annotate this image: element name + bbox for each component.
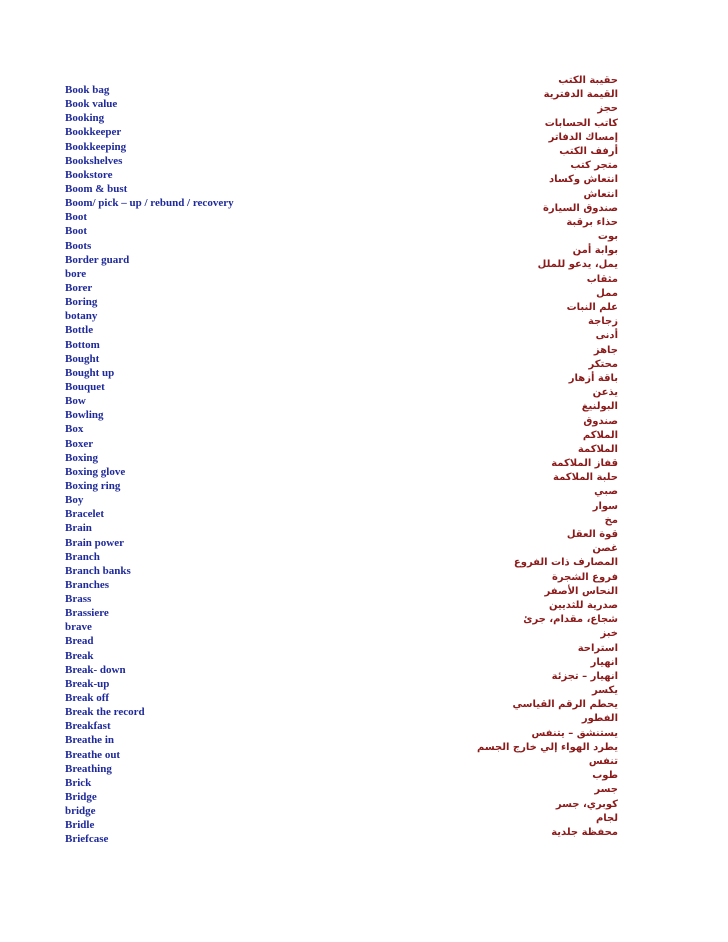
arabic-term: غصن xyxy=(592,543,618,555)
arabic-term: حذاء برقبة xyxy=(566,216,618,228)
english-term: Break-up xyxy=(65,677,110,690)
arabic-term: الملاكم xyxy=(582,429,618,441)
english-term: Bookshelves xyxy=(65,154,123,167)
english-term: Bow xyxy=(65,395,86,408)
english-term: Boot xyxy=(65,225,87,238)
arabic-term: ممل xyxy=(596,287,618,299)
arabic-term: زجاجة xyxy=(588,316,618,328)
english-term: Bought up xyxy=(65,366,115,379)
arabic-term: حلبة الملاكمة xyxy=(553,472,618,484)
arabic-term: صندوق xyxy=(583,415,618,427)
english-term: Break- down xyxy=(65,663,126,676)
english-term: Bookkeeping xyxy=(65,140,127,153)
arabic-term: انهيار – تجزئة xyxy=(551,670,618,682)
arabic-term: استراحة xyxy=(577,642,618,654)
arabic-term: حقيبة الكتب xyxy=(558,75,618,86)
english-term: Bracelet xyxy=(65,508,105,521)
english-term: Bridle xyxy=(65,819,95,832)
arabic-term: محتكر xyxy=(588,358,618,370)
english-term: Branch xyxy=(65,550,100,563)
english-term: bore xyxy=(65,267,87,280)
arabic-term: بوت xyxy=(597,231,618,243)
english-term: Breathe in xyxy=(65,734,114,747)
arabic-term: الفطور xyxy=(581,713,618,725)
arabic-terms-column xyxy=(288,74,618,840)
english-term: Box xyxy=(65,423,84,436)
english-term: Book bag xyxy=(65,84,110,96)
arabic-term: قوة العقل xyxy=(566,529,618,540)
arabic-term: فروع الشجرة xyxy=(552,571,618,583)
arabic-term: أرفف الكتب xyxy=(559,145,618,157)
arabic-term: المصارف ذات الفروع xyxy=(513,557,618,569)
arabic-term: كاتب الحسابات xyxy=(544,117,618,129)
english-term: Bookstore xyxy=(65,168,113,181)
english-term: Brain power xyxy=(65,536,124,549)
arabic-term: انتعاش وكساد xyxy=(548,174,618,186)
english-term: Booking xyxy=(65,112,105,125)
arabic-term: مثقاب xyxy=(586,273,618,285)
english-term: Boom & bust xyxy=(65,182,128,195)
english-term: Brain xyxy=(65,522,92,535)
english-term: Boots xyxy=(65,239,92,252)
english-term: Break the record xyxy=(65,706,145,719)
english-term: Bought xyxy=(65,352,100,365)
english-term: Boy xyxy=(65,494,84,507)
arabic-term: صندوق السيارة xyxy=(542,202,618,214)
english-term: Break off xyxy=(65,692,110,705)
english-term: Boxing xyxy=(65,451,99,464)
arabic-term: يكسر xyxy=(592,685,618,697)
arabic-term: الملاكمة xyxy=(577,443,618,455)
english-term: bridge xyxy=(65,805,96,818)
arabic-term: يمل، يدعو للملل xyxy=(537,259,618,271)
arabic-term: متجر كتب xyxy=(570,160,618,172)
english-term: Boxer xyxy=(65,437,94,450)
english-term: Brick xyxy=(65,776,92,789)
arabic-term: كوبري، جسر xyxy=(555,798,618,810)
english-term: Brassiere xyxy=(65,607,109,620)
english-term: Borer xyxy=(65,281,93,294)
english-term: Boot xyxy=(65,211,87,224)
arabic-term: أدنى xyxy=(595,330,618,342)
arabic-term: صبي xyxy=(594,486,618,498)
arabic-term: صدرية للثديين xyxy=(548,599,618,611)
arabic-term: شجاع، مقدام، جرئ xyxy=(523,614,618,626)
arabic-term: يحطم الرقم القياسي xyxy=(512,699,618,711)
english-term: Bowling xyxy=(65,409,104,422)
arabic-term: حجز xyxy=(597,103,618,115)
english-term: Bread xyxy=(65,635,94,648)
arabic-term: سوار xyxy=(592,500,618,512)
arabic-term: جسر xyxy=(594,784,618,796)
arabic-term: بوابة أمن xyxy=(572,245,618,257)
english-term: Bookkeeper xyxy=(65,126,122,139)
arabic-term: النحاس الأصفر xyxy=(544,585,618,597)
arabic-term: مخ xyxy=(604,514,618,526)
arabic-term: إمساك الدفاتر xyxy=(548,131,618,143)
english-term: Boom/ pick – up / rebund / recovery xyxy=(65,197,234,210)
arabic-term: باقة أزهار xyxy=(568,372,618,384)
english-term: Branch banks xyxy=(65,564,131,577)
arabic-term: القيمة الدفترية xyxy=(543,89,618,101)
arabic-term: تنفس xyxy=(588,756,618,767)
arabic-term: محفظة جلدية xyxy=(551,826,618,838)
arabic-term: قفاز الملاكمة xyxy=(551,458,618,470)
arabic-term: طوب xyxy=(592,770,618,782)
english-term: Bouquet xyxy=(65,380,105,393)
arabic-term: يطرد الهواء إلي خارج الجسم xyxy=(476,741,618,753)
arabic-term: علم النبات xyxy=(566,302,618,313)
english-term: Book value xyxy=(65,98,118,111)
english-term: Breathing xyxy=(65,762,112,775)
english-term: botany xyxy=(65,310,98,323)
arabic-term: يذعن xyxy=(592,387,618,399)
arabic-term: انتعاش xyxy=(583,188,618,200)
english-term: Break xyxy=(65,649,94,662)
english-term: Brass xyxy=(65,593,92,606)
arabic-term: جاهز xyxy=(593,344,618,356)
english-term: Branches xyxy=(65,578,109,591)
english-term: Bottle xyxy=(65,324,94,337)
arabic-term: يستنشق – يتنفس xyxy=(531,727,618,739)
arabic-term: لجام xyxy=(595,812,618,824)
english-term: Breakfast xyxy=(65,720,111,733)
arabic-term: البولنيغ xyxy=(581,401,618,413)
arabic-term: خبز xyxy=(600,628,618,640)
english-term: Briefcase xyxy=(65,833,109,846)
english-term: Bottom xyxy=(65,338,100,351)
english-term: Bridge xyxy=(65,791,97,804)
english-term: Boxing glove xyxy=(65,465,126,478)
arabic-term: انهيار xyxy=(590,656,618,668)
english-term: Breathe out xyxy=(65,748,121,761)
english-term: Border guard xyxy=(65,253,130,266)
english-term: Boring xyxy=(65,296,98,309)
english-term: Boxing ring xyxy=(65,479,121,492)
english-term: brave xyxy=(65,621,92,634)
